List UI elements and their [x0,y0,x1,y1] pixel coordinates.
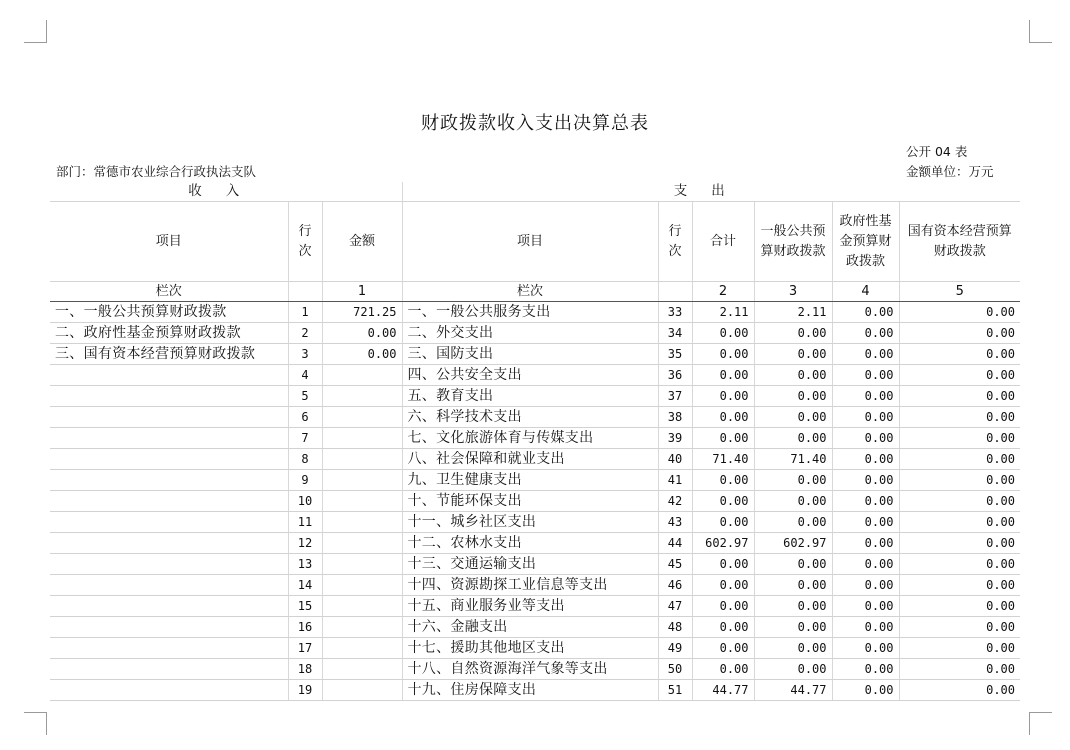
income-item-cell [50,533,288,554]
expense-line-cell: 49 [658,638,692,659]
state-capital-cell: 0.00 [899,470,1020,491]
general-budget-header: 一般公共预算财政拨款 [754,202,832,282]
state-capital-cell: 0.00 [899,533,1020,554]
total-cell: 0.00 [692,365,754,386]
income-amount-cell [322,428,402,449]
income-line-cell: 13 [288,554,322,575]
general-budget-cell: 0.00 [754,554,832,575]
crop-mark-top-right [1029,20,1052,43]
income-section-label: 收入 [50,182,402,202]
income-amount-cell [322,596,402,617]
general-budget-cell: 0.00 [754,491,832,512]
section-header-row [50,182,1020,202]
income-item-cell: 二、政府性基金预算财政拨款 [50,323,288,344]
gov-fund-cell: 0.00 [832,365,899,386]
expense-line-cell: 33 [658,302,692,323]
gov-fund-cell: 0.00 [832,428,899,449]
colno-state-capital: 5 [899,282,1020,302]
gov-fund-cell: 0.00 [832,302,899,323]
total-header: 合计 [692,202,754,282]
gov-fund-cell: 0.00 [832,617,899,638]
expense-line-cell: 41 [658,470,692,491]
income-line-cell: 6 [288,407,322,428]
expense-item-cell: 八、社会保障和就业支出 [402,449,658,470]
expense-line-cell: 37 [658,386,692,407]
income-line-cell: 7 [288,428,322,449]
expense-line-header: 行次 [658,202,692,282]
income-amount-cell [322,533,402,554]
income-colno-line [288,282,322,302]
expense-line-cell: 34 [658,323,692,344]
income-line-cell: 5 [288,386,322,407]
expense-line-cell: 45 [658,554,692,575]
expense-item-cell: 十三、交通运输支出 [402,554,658,575]
income-line-cell: 4 [288,365,322,386]
income-line-cell: 14 [288,575,322,596]
gov-fund-cell: 0.00 [832,323,899,344]
expense-line-cell: 36 [658,365,692,386]
expense-item-cell: 十七、援助其他地区支出 [402,638,658,659]
total-cell: 0.00 [692,596,754,617]
state-capital-cell: 0.00 [899,596,1020,617]
income-line-cell: 18 [288,659,322,680]
general-budget-cell: 602.97 [754,533,832,554]
total-cell: 0.00 [692,323,754,344]
state-capital-cell: 0.00 [899,449,1020,470]
expense-item-cell: 六、科学技术支出 [402,407,658,428]
gov-fund-cell: 0.00 [832,575,899,596]
table-row [50,428,1020,449]
expense-item-cell: 十五、商业服务业等支出 [402,596,658,617]
expense-line-cell: 38 [658,407,692,428]
table-row [50,617,1020,638]
expense-colno-line [658,282,692,302]
state-capital-cell: 0.00 [899,638,1020,659]
income-amount-cell [322,638,402,659]
expense-item-cell: 九、卫生健康支出 [402,470,658,491]
state-capital-cell: 0.00 [899,365,1020,386]
income-amount-cell: 0.00 [322,323,402,344]
income-amount-cell [322,575,402,596]
state-capital-cell: 0.00 [899,575,1020,596]
general-budget-cell: 0.00 [754,659,832,680]
expense-item-cell: 十四、资源勘探工业信息等支出 [402,575,658,596]
expense-item-cell: 十、节能环保支出 [402,491,658,512]
income-item-header: 项目 [50,202,288,282]
general-budget-cell: 71.40 [754,449,832,470]
gov-fund-cell: 0.00 [832,533,899,554]
total-cell: 71.40 [692,449,754,470]
general-budget-cell: 44.77 [754,680,832,701]
income-item-cell [50,386,288,407]
department-label: 部门：常德市农业综合行政执法支队 [56,164,257,179]
expense-line-cell: 40 [658,449,692,470]
expense-line-cell: 50 [658,659,692,680]
table-row [50,470,1020,491]
total-cell: 0.00 [692,428,754,449]
gov-fund-cell: 0.00 [832,659,899,680]
expense-item-cell: 十九、住房保障支出 [402,680,658,701]
state-capital-cell: 0.00 [899,344,1020,365]
colno-gov-fund: 4 [832,282,899,302]
income-amount-cell [322,491,402,512]
total-cell: 0.00 [692,659,754,680]
table-row [50,386,1020,407]
income-amount-cell [322,617,402,638]
gov-fund-cell: 0.00 [832,344,899,365]
income-line-cell: 12 [288,533,322,554]
expense-line-cell: 47 [658,596,692,617]
expense-item-cell: 三、国防支出 [402,344,658,365]
total-cell: 0.00 [692,344,754,365]
state-capital-cell: 0.00 [899,680,1020,701]
income-amount-cell [322,659,402,680]
income-line-cell: 3 [288,344,322,365]
total-cell: 0.00 [692,617,754,638]
expense-section-label: 支出 [402,182,1020,202]
income-amount-cell [322,365,402,386]
total-cell: 0.00 [692,470,754,491]
table-row [50,659,1020,680]
form-number: 公开 04 表 [906,144,968,159]
income-amount-header: 金额 [322,202,402,282]
table-row [50,680,1020,701]
general-budget-cell: 0.00 [754,512,832,533]
total-cell: 602.97 [692,533,754,554]
gov-fund-cell: 0.00 [832,386,899,407]
table-row [50,554,1020,575]
crop-mark-bottom-right [1029,712,1052,735]
amount-unit-label: 金额单位：万元 [906,164,994,179]
income-item-cell [50,365,288,386]
state-capital-cell: 0.00 [899,512,1020,533]
income-amount-cell [322,449,402,470]
table-row [50,575,1020,596]
income-line-cell: 17 [288,638,322,659]
table-row [50,449,1020,470]
report-title: 财政拨款收入支出决算总表 [421,113,649,134]
total-cell: 0.00 [692,554,754,575]
income-item-cell [50,680,288,701]
expense-item-cell: 四、公共安全支出 [402,365,658,386]
income-item-cell [50,638,288,659]
table-row [50,407,1020,428]
total-cell: 0.00 [692,638,754,659]
expense-item-cell: 五、教育支出 [402,386,658,407]
income-line-cell: 2 [288,323,322,344]
general-budget-cell: 2.11 [754,302,832,323]
state-capital-cell: 0.00 [899,407,1020,428]
gov-fund-cell: 0.00 [832,449,899,470]
state-capital-cell: 0.00 [899,428,1020,449]
income-item-cell: 一、一般公共预算财政拨款 [50,302,288,323]
income-amount-cell [322,386,402,407]
general-budget-cell: 0.00 [754,365,832,386]
general-budget-cell: 0.00 [754,344,832,365]
report-table-wrapper [50,182,1020,722]
general-budget-cell: 0.00 [754,575,832,596]
expense-item-cell: 十八、自然资源海洋气象等支出 [402,659,658,680]
colno-general-budget: 3 [754,282,832,302]
general-budget-cell: 0.00 [754,596,832,617]
expense-item-cell: 十一、城乡社区支出 [402,512,658,533]
income-line-cell: 19 [288,680,322,701]
state-capital-cell: 0.00 [899,386,1020,407]
expense-line-cell: 51 [658,680,692,701]
income-line-cell: 9 [288,470,322,491]
income-item-cell: 三、国有资本经营预算财政拨款 [50,344,288,365]
gov-fund-cell: 0.00 [832,470,899,491]
general-budget-cell: 0.00 [754,617,832,638]
gov-fund-header: 政府性基金预算财政拨款 [832,202,899,282]
total-cell: 0.00 [692,575,754,596]
expense-line-cell: 46 [658,575,692,596]
table-row [50,596,1020,617]
table-row [50,638,1020,659]
income-line-cell: 11 [288,512,322,533]
general-budget-cell: 0.00 [754,638,832,659]
income-line-cell: 1 [288,302,322,323]
expense-item-cell: 一、一般公共服务支出 [402,302,658,323]
total-cell: 0.00 [692,512,754,533]
gov-fund-cell: 0.00 [832,407,899,428]
table-row [50,533,1020,554]
table-row [50,344,1020,365]
column-number-row [50,282,1020,302]
state-capital-cell: 0.00 [899,554,1020,575]
income-item-cell [50,554,288,575]
income-colno-label: 栏次 [50,282,288,302]
state-capital-cell: 0.00 [899,491,1020,512]
gov-fund-cell: 0.00 [832,491,899,512]
gov-fund-cell: 0.00 [832,554,899,575]
income-item-cell [50,407,288,428]
income-line-cell: 8 [288,449,322,470]
income-amount-cell [322,680,402,701]
income-item-cell [50,512,288,533]
table-row [50,365,1020,386]
income-item-cell [50,575,288,596]
expense-line-cell: 43 [658,512,692,533]
income-amount-cell: 721.25 [322,302,402,323]
income-amount-cell: 0.00 [322,344,402,365]
total-cell: 2.11 [692,302,754,323]
general-budget-cell: 0.00 [754,386,832,407]
expense-line-cell: 44 [658,533,692,554]
income-amount-cell [322,407,402,428]
income-line-cell: 15 [288,596,322,617]
income-line-cell: 10 [288,491,322,512]
expense-item-cell: 十六、金融支出 [402,617,658,638]
income-line-cell: 16 [288,617,322,638]
general-budget-cell: 0.00 [754,470,832,491]
state-capital-header: 国有资本经营预算财政拨款 [899,202,1020,282]
general-budget-cell: 0.00 [754,407,832,428]
colno-total: 2 [692,282,754,302]
expense-line-cell: 48 [658,617,692,638]
total-cell: 0.00 [692,386,754,407]
income-item-cell [50,491,288,512]
table-row [50,491,1020,512]
crop-mark-top-left [24,20,47,43]
table-row [50,512,1020,533]
income-amount-cell [322,554,402,575]
expense-line-cell: 42 [658,491,692,512]
income-item-cell [50,617,288,638]
state-capital-cell: 0.00 [899,659,1020,680]
income-amount-cell [322,512,402,533]
expense-line-cell: 35 [658,344,692,365]
expense-item-cell: 二、外交支出 [402,323,658,344]
colno-amount: 1 [322,282,402,302]
income-item-cell [50,596,288,617]
state-capital-cell: 0.00 [899,302,1020,323]
gov-fund-cell: 0.00 [832,512,899,533]
income-line-header: 行次 [288,202,322,282]
income-item-cell [50,470,288,491]
crop-mark-bottom-left [24,712,47,735]
column-header-row [50,202,1020,282]
expense-item-header: 项目 [402,202,658,282]
total-cell: 44.77 [692,680,754,701]
expense-colno-label: 栏次 [402,282,658,302]
general-budget-cell: 0.00 [754,323,832,344]
table-row [50,302,1020,323]
income-item-cell [50,428,288,449]
income-amount-cell [322,470,402,491]
state-capital-cell: 0.00 [899,323,1020,344]
gov-fund-cell: 0.00 [832,638,899,659]
income-item-cell [50,659,288,680]
gov-fund-cell: 0.00 [832,680,899,701]
income-item-cell [50,449,288,470]
state-capital-cell: 0.00 [899,617,1020,638]
gov-fund-cell: 0.00 [832,596,899,617]
expense-item-cell: 七、文化旅游体育与传媒支出 [402,428,658,449]
expense-item-cell: 十二、农林水支出 [402,533,658,554]
general-budget-cell: 0.00 [754,428,832,449]
table-row [50,323,1020,344]
total-cell: 0.00 [692,491,754,512]
expense-line-cell: 39 [658,428,692,449]
report-table [50,182,1020,701]
total-cell: 0.00 [692,407,754,428]
